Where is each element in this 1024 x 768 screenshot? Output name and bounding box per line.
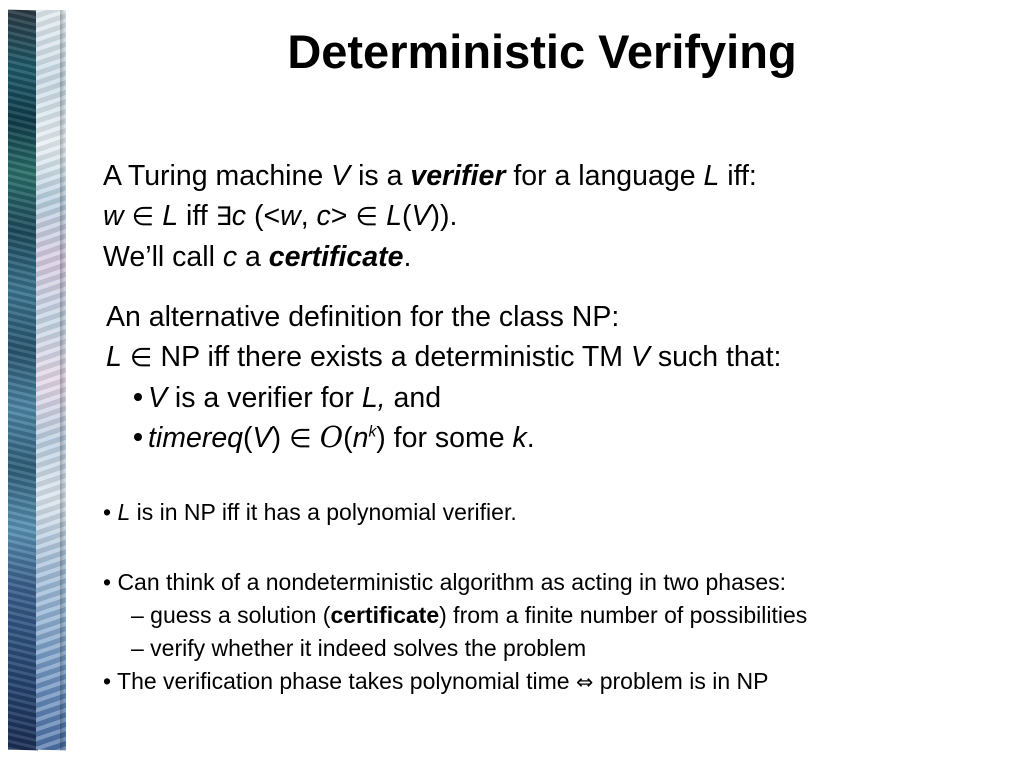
- bullet-dot-icon: [134, 393, 142, 401]
- polynomial-verifier-note: • L is in NP iff it has a polynomial verifier.: [103, 499, 517, 525]
- guess-phase-line: – guess a solution (certificate) from a finite number of possibilities: [131, 602, 808, 628]
- phases-intro-line: • Can think of a nondeterministic algorithm as acting in two phases:: [103, 569, 787, 595]
- np-condition-bullet-2: timereq(V) ∈ $O(n^k)$ for some k.: [106, 418, 781, 459]
- membership-formula-line: w ∈ L iff ∃c (<w, c> ∈ L(V)).: [103, 200, 458, 232]
- bullet-dot-icon: [134, 433, 142, 441]
- np-alt-definition-heading: An alternative definition for the class NP:: [106, 301, 620, 333]
- verifier-definition-line: A Turing machine V is a verifier for a language L iff:: [103, 160, 757, 192]
- iff-arrow-icon: ⇔: [575, 670, 594, 694]
- phases-block: [103, 566, 807, 699]
- verifier-definition-block: [103, 156, 757, 277]
- np-definition-block: [106, 297, 781, 459]
- np-condition-bullet-1: V is a verifier for L, and: [106, 378, 781, 418]
- verification-time-line: • The verification phase takes polynomial time ⇔ problem is in NP: [103, 668, 769, 694]
- decorative-strip-shadow: [60, 10, 66, 750]
- certificate-definition-line: We’ll call c a certificate.: [103, 241, 412, 273]
- decorative-strip-left: [8, 10, 38, 751]
- np-membership-line: L ∈ NP iff there exists a deterministic TM V such that:: [106, 341, 782, 373]
- slide-title: Deterministic Verifying: [287, 25, 797, 78]
- verify-phase-line: – verify whether it indeed solves the problem: [131, 635, 587, 661]
